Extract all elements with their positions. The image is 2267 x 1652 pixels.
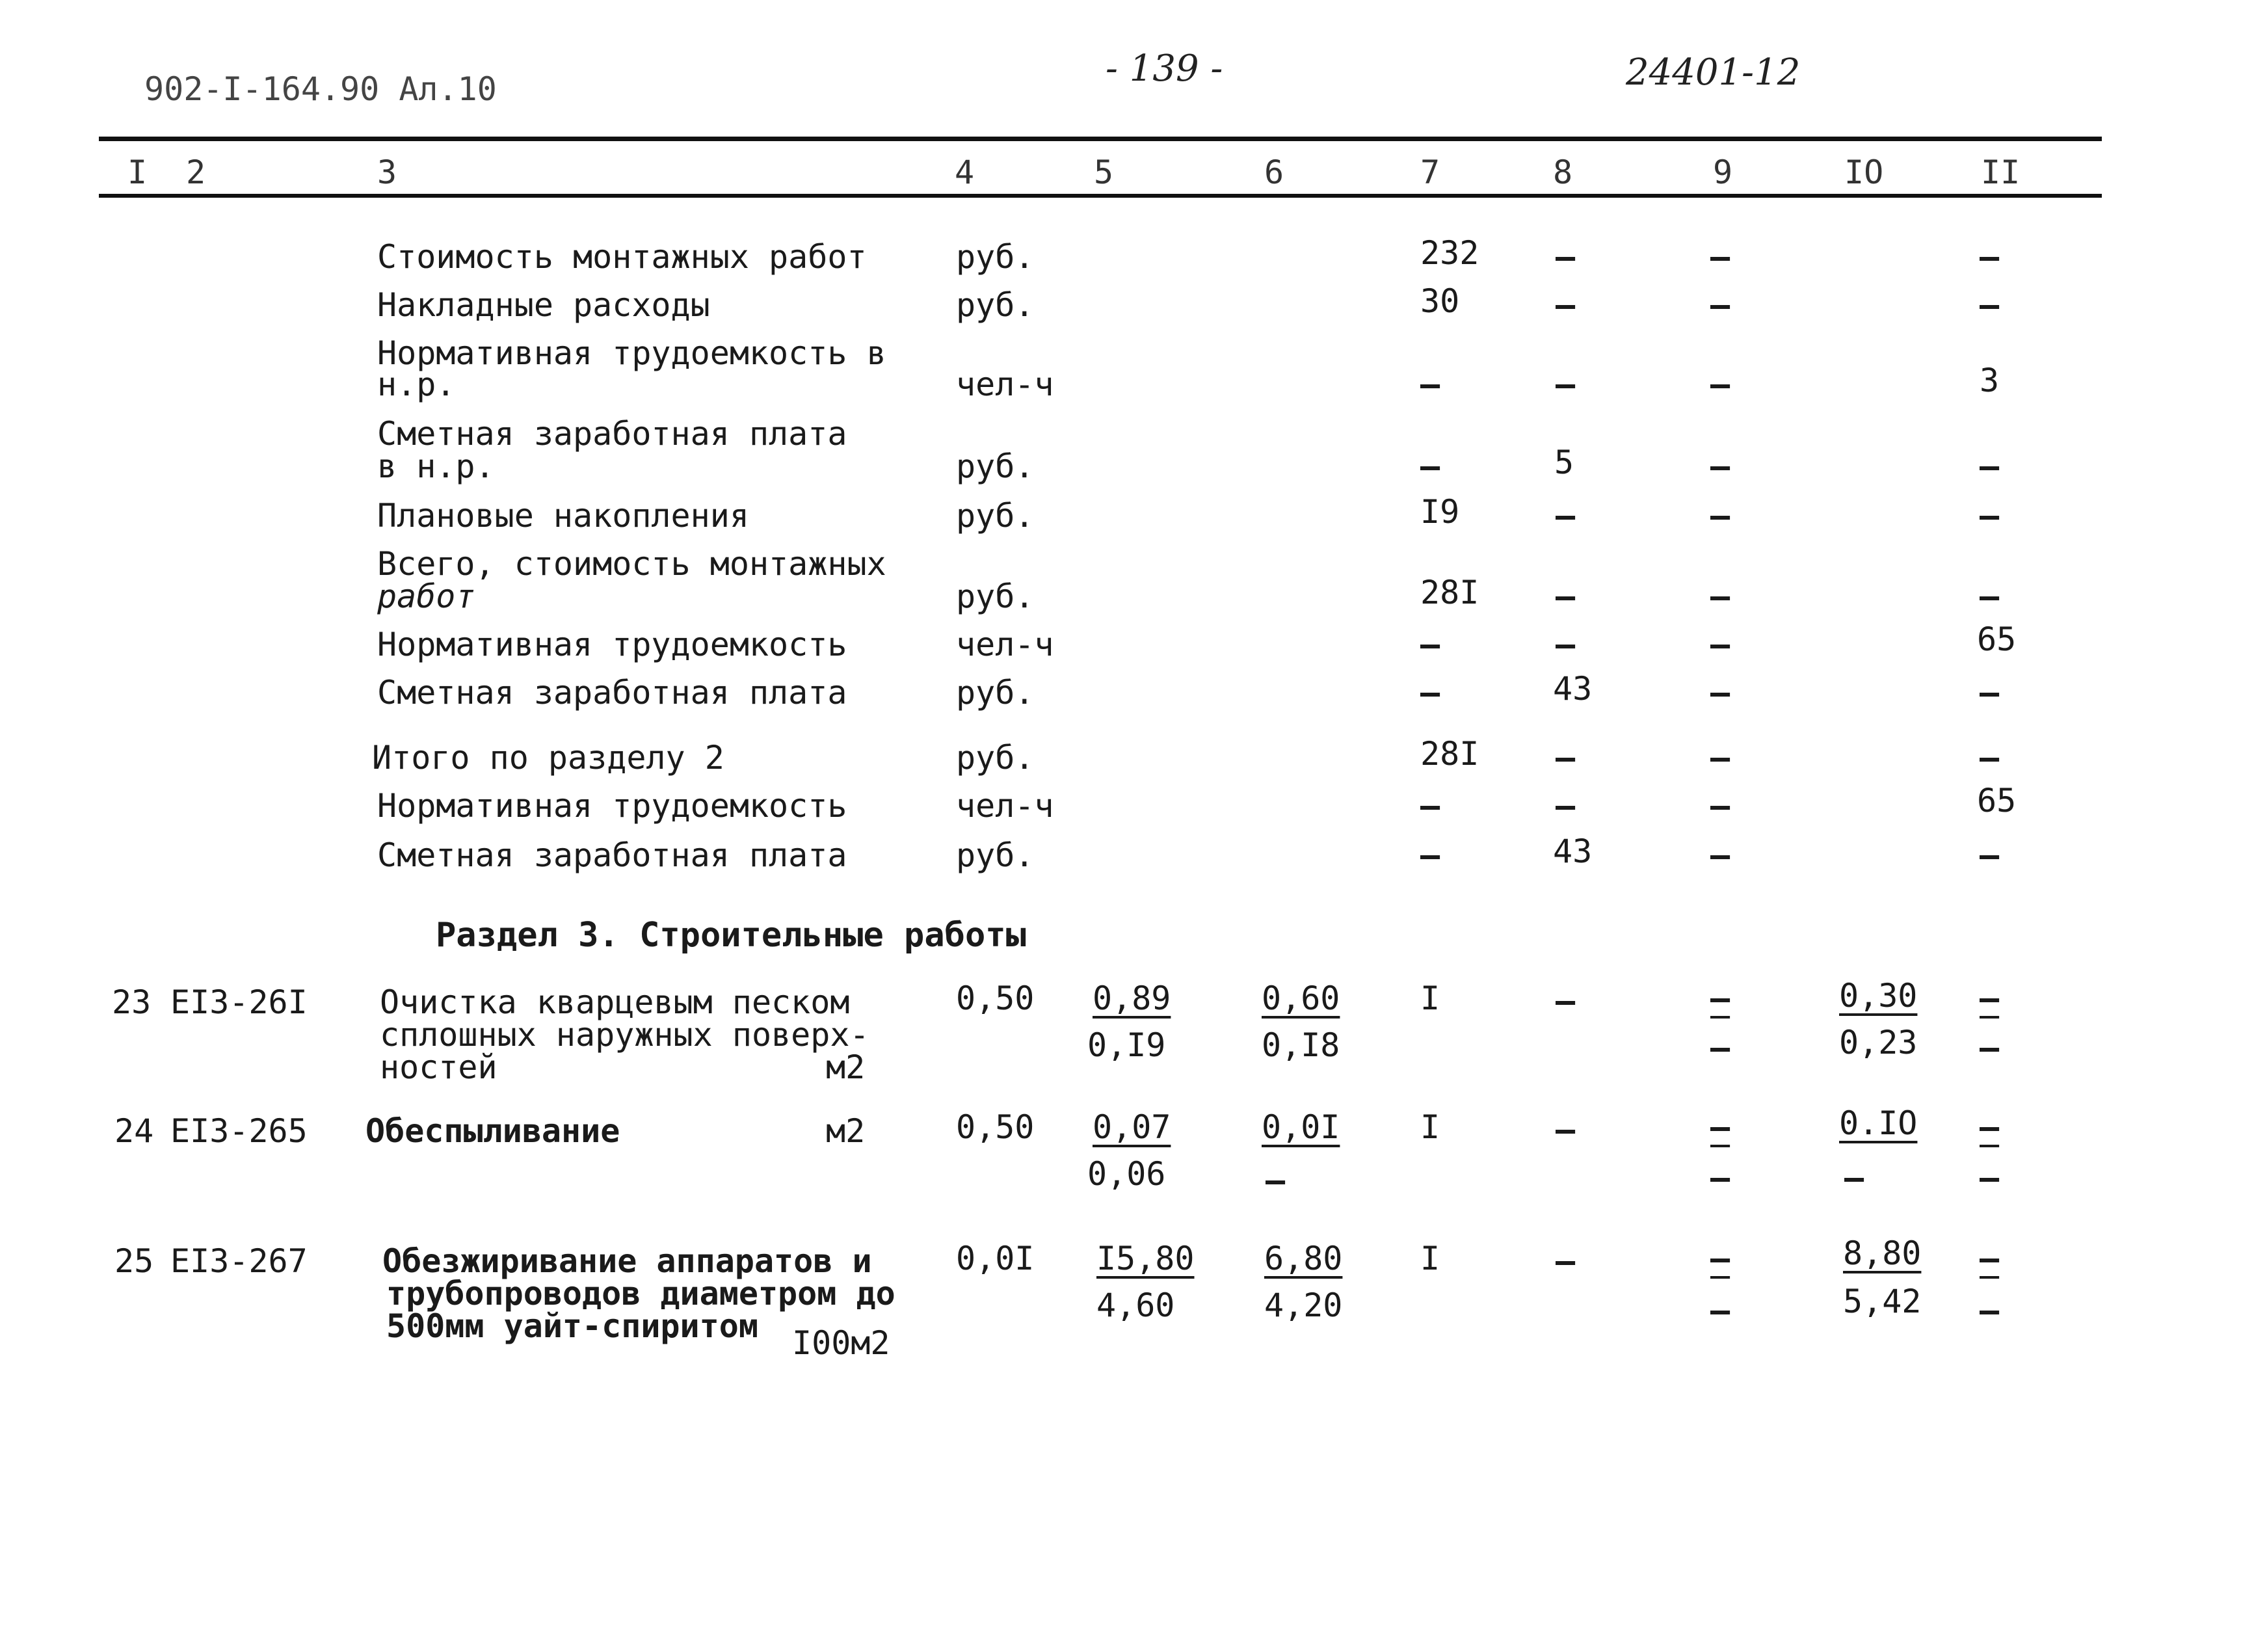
cell-c11-top: – xyxy=(1980,979,2000,1017)
cell-c7: – xyxy=(1420,447,1440,485)
row-name: Стоимость монтажных работ xyxy=(377,238,867,276)
cell-c6-bot: 4,20 xyxy=(1264,1286,1343,1324)
row-name: Накладные расходы xyxy=(377,286,710,324)
cell-c7: 30 xyxy=(1420,282,1460,320)
cell-c8: – xyxy=(1556,982,1576,1020)
row-name: Итого по разделу 2 xyxy=(372,739,724,777)
page-number: - 139 - xyxy=(1106,47,1223,90)
cell-c9-top: – xyxy=(1710,1240,1730,1277)
cell-c7: I xyxy=(1420,979,1440,1017)
cell-c9: – xyxy=(1710,286,1730,324)
cell-c11: – xyxy=(1980,578,2000,615)
cell-c8: – xyxy=(1556,1242,1576,1280)
cell-c11: – xyxy=(1980,286,2000,324)
cell-c8: – xyxy=(1556,238,1576,276)
cell-c10-top: 8,80 xyxy=(1843,1234,1922,1272)
row-name: Нормативная трудоемкость xyxy=(377,787,847,825)
col-header: 6 xyxy=(1264,153,1284,191)
section-title: Раздел 3. Строительные работы xyxy=(436,916,1026,955)
row-unit: руб. xyxy=(956,578,1035,615)
cell-c11: – xyxy=(1980,836,2000,874)
item-name-line2: трубопроводов диаметром до xyxy=(386,1275,895,1312)
row-name: Нормативная трудоемкость xyxy=(377,626,847,663)
cell-c11: – xyxy=(1980,674,2000,712)
cell-c11: – xyxy=(1980,739,2000,777)
item-qty: 0,0I xyxy=(956,1240,1035,1277)
item-number: 24 xyxy=(114,1112,154,1150)
cell-c9: – xyxy=(1710,366,1730,403)
cell-c7: – xyxy=(1420,787,1440,825)
row-unit: чел-ч xyxy=(956,787,1054,825)
cell-c11: 65 xyxy=(1977,620,2017,658)
row-name: Сметная заработная плата xyxy=(377,836,847,874)
cell-c9: – xyxy=(1710,626,1730,663)
cell-c8: – xyxy=(1556,626,1576,663)
cell-c9-top: – xyxy=(1710,979,1730,1017)
col-header: I xyxy=(127,153,148,191)
header-bottom-rule xyxy=(99,194,2102,198)
col-header: 4 xyxy=(955,153,975,191)
item-unit: I00м2 xyxy=(792,1324,890,1362)
cell-c9-top: – xyxy=(1710,1108,1730,1146)
item-code: EI3-265 xyxy=(170,1112,308,1150)
cell-c11-top: – xyxy=(1980,1240,2000,1277)
cell-c9: – xyxy=(1710,578,1730,615)
cell-c8: – xyxy=(1556,578,1576,615)
cell-c7: – xyxy=(1420,836,1440,874)
item-qty: 0,50 xyxy=(956,1108,1035,1146)
cell-c6-top: 0,0I xyxy=(1262,1108,1340,1146)
cell-c7: 28I xyxy=(1420,735,1479,773)
cell-c11-bot: – xyxy=(1980,1292,2000,1329)
cell-c9: – xyxy=(1710,836,1730,874)
item-unit: м2 xyxy=(826,1048,866,1086)
cell-c10-top: 0,30 xyxy=(1839,977,1918,1015)
cell-c7: 28I xyxy=(1420,574,1479,611)
cell-c6-bot: 0,I8 xyxy=(1262,1026,1340,1064)
row-name-line1: Сметная заработная плата xyxy=(377,415,847,453)
item-name-line1: Обеспыливание xyxy=(365,1112,620,1150)
cell-c8: – xyxy=(1556,1111,1576,1149)
row-name-line2: в н.р. xyxy=(377,447,495,485)
cell-c10-bot: – xyxy=(1844,1159,1864,1197)
cell-c5-top: 0,07 xyxy=(1093,1108,1171,1146)
cell-c11: – xyxy=(1980,497,2000,535)
doc-code: 902-I-164.90 Ал.10 xyxy=(144,70,497,108)
cell-c8: 5 xyxy=(1554,444,1574,481)
cell-c6-bot: – xyxy=(1266,1162,1286,1199)
header-top-rule xyxy=(99,137,2102,141)
item-qty: 0,50 xyxy=(956,979,1035,1017)
cell-c9: – xyxy=(1710,238,1730,276)
cell-c7: – xyxy=(1420,366,1440,403)
cell-c7: – xyxy=(1420,674,1440,712)
cell-c11: 3 xyxy=(1980,362,2000,399)
cell-c5-top: I5,80 xyxy=(1096,1240,1195,1277)
cell-c10-top: 0.IO xyxy=(1839,1104,1918,1142)
item-name-line3: ностей xyxy=(380,1048,497,1086)
col-header: 8 xyxy=(1553,153,1573,191)
cell-c6-top: 0,60 xyxy=(1262,979,1340,1017)
row-unit: руб. xyxy=(956,286,1035,324)
row-unit: руб. xyxy=(956,836,1035,874)
cell-c9-bot: – xyxy=(1710,1292,1730,1329)
row-name: Сметная заработная плата xyxy=(377,674,847,712)
cell-c8: 43 xyxy=(1553,670,1593,708)
row-unit: чел-ч xyxy=(956,366,1054,403)
row-unit: чел-ч xyxy=(956,626,1054,663)
cell-c10-bot: 0,23 xyxy=(1839,1024,1918,1061)
cell-c11: – xyxy=(1980,238,2000,276)
row-unit: руб. xyxy=(956,739,1035,777)
col-header: 2 xyxy=(186,153,206,191)
item-number: 25 xyxy=(114,1242,154,1280)
col-header: 5 xyxy=(1094,153,1114,191)
cell-c8: – xyxy=(1556,366,1576,403)
cell-c11: – xyxy=(1980,447,2000,485)
row-unit: руб. xyxy=(956,238,1035,276)
col-header: 9 xyxy=(1713,153,1733,191)
cell-c5-bot: 0,I9 xyxy=(1087,1026,1166,1064)
cell-c9: – xyxy=(1710,674,1730,712)
col-header: 3 xyxy=(377,153,397,191)
row-unit: руб. xyxy=(956,674,1035,712)
cell-c7: I xyxy=(1420,1240,1440,1277)
cell-c5-bot: 4,60 xyxy=(1096,1286,1175,1324)
cell-c11-bot: – xyxy=(1980,1159,2000,1197)
cell-c9: – xyxy=(1710,497,1730,535)
cell-c8: 43 xyxy=(1553,833,1593,870)
cell-c9: – xyxy=(1710,447,1730,485)
cell-c9-bot: – xyxy=(1710,1159,1730,1197)
cell-c5-top: 0,89 xyxy=(1093,979,1171,1017)
cell-c11-bot: – xyxy=(1980,1029,2000,1067)
cell-c9: – xyxy=(1710,739,1730,777)
item-name-line3: 500мм уайт-спиритом xyxy=(386,1307,758,1345)
row-name-line1: Всего, стоимость монтажных xyxy=(377,545,886,583)
item-name-line1: Обезжиривание аппаратов и xyxy=(382,1242,872,1280)
col-header: IO xyxy=(1844,153,1884,191)
row-unit: руб. xyxy=(956,497,1035,535)
cell-c9: – xyxy=(1710,787,1730,825)
col-header: II xyxy=(1981,153,2021,191)
cell-c10-bot: 5,42 xyxy=(1843,1283,1922,1320)
archive-number: 24401-12 xyxy=(1626,51,1801,94)
cell-c7: 232 xyxy=(1420,234,1479,272)
cell-c8: – xyxy=(1556,497,1576,535)
row-name: Плановые накопления xyxy=(377,497,749,535)
cell-c8: – xyxy=(1556,286,1576,324)
cell-c7: I xyxy=(1420,1108,1440,1146)
row-name-line2: н.р. xyxy=(377,366,456,403)
item-unit: м2 xyxy=(826,1112,866,1150)
cell-c5-bot: 0,06 xyxy=(1087,1155,1166,1193)
item-number: 23 xyxy=(112,983,152,1021)
cell-c9-bot: – xyxy=(1710,1029,1730,1067)
col-header: 7 xyxy=(1420,153,1440,191)
cell-c11: 65 xyxy=(1977,782,2017,819)
item-name-line1: Очистка кварцевым песком xyxy=(380,983,850,1021)
cell-c6-top: 6,80 xyxy=(1264,1240,1343,1277)
item-code: EI3-26I xyxy=(170,983,308,1021)
cell-c11-top: – xyxy=(1980,1108,2000,1146)
row-name-line1: Нормативная трудоемкость в xyxy=(377,334,886,372)
cell-c7: I9 xyxy=(1420,493,1460,531)
row-unit: руб. xyxy=(956,447,1035,485)
cell-c7: – xyxy=(1420,626,1440,663)
row-name-line2: работ xyxy=(377,578,475,615)
cell-c8: – xyxy=(1556,739,1576,777)
item-name-line2: сплошных наружных поверх- xyxy=(380,1016,869,1054)
cell-c8: – xyxy=(1556,787,1576,825)
item-code: EI3-267 xyxy=(170,1242,308,1280)
